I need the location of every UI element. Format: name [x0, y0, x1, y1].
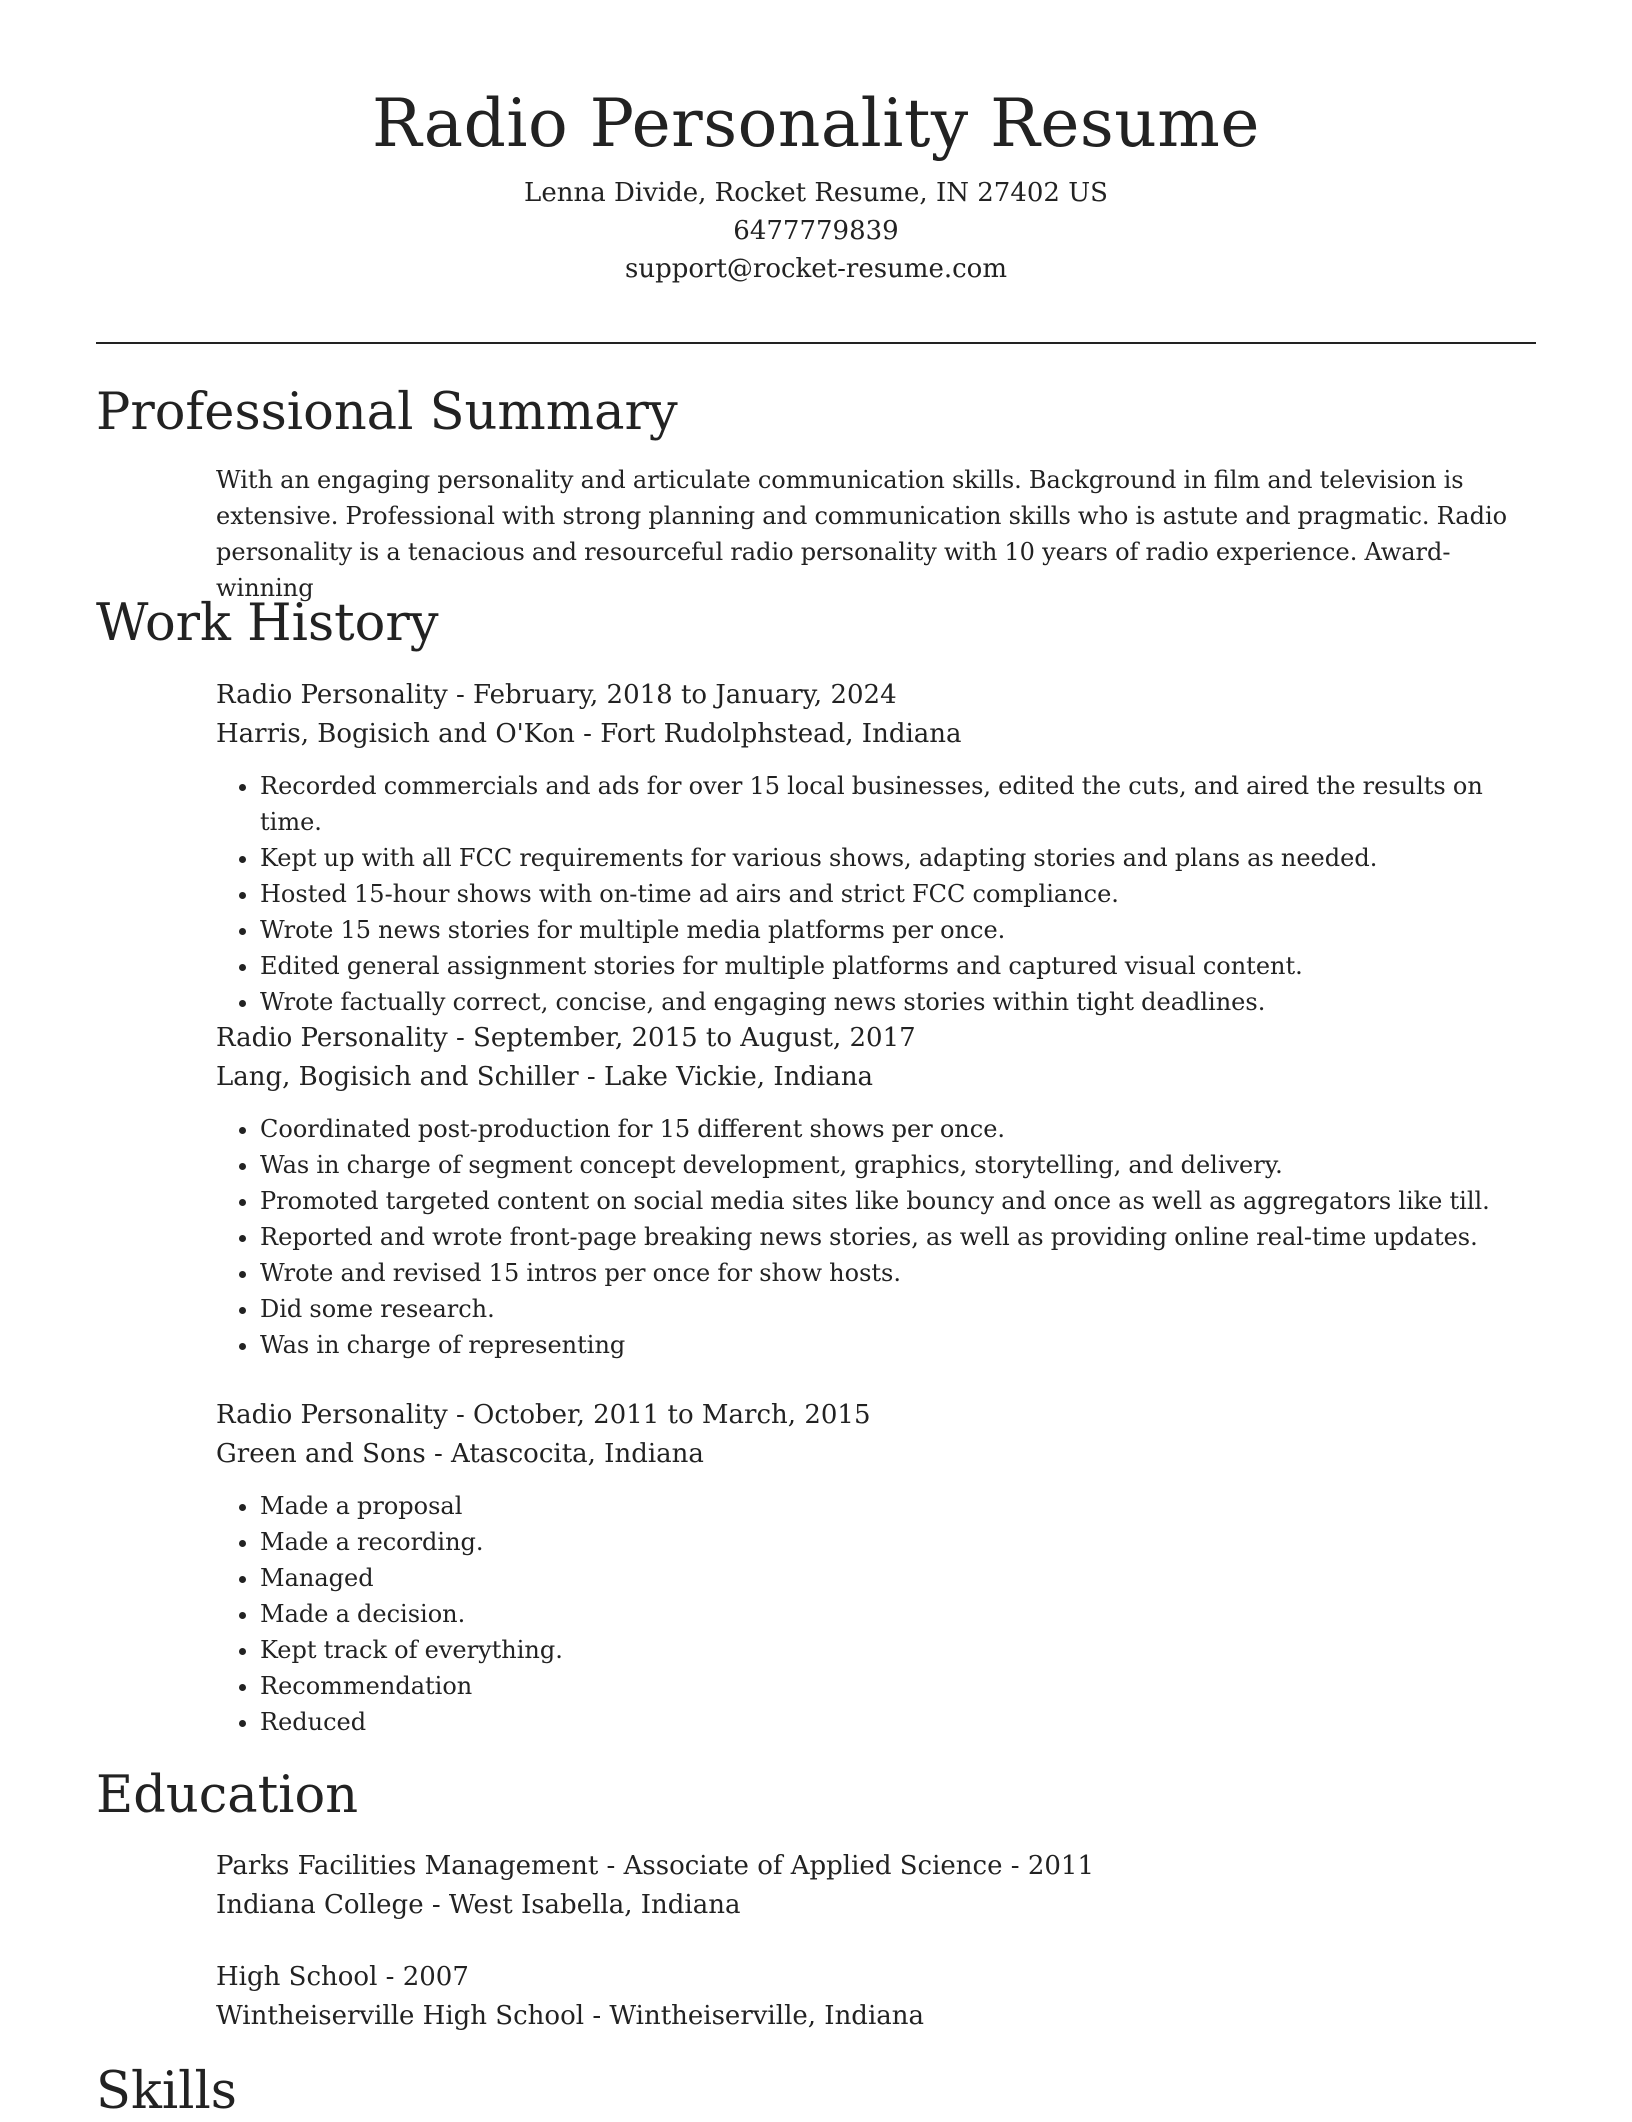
contact-email: support@rocket-resume.com: [624, 254, 1007, 284]
job-bullets: [216, 1111, 1536, 1363]
job-bullets: [216, 1488, 1536, 1740]
job-entry: [216, 1396, 1536, 1740]
job-bullet: • Reported and wrote front-page breaking news stories, as well as providing online real-time updates.: [260, 1219, 1536, 1255]
job-entry: [216, 1019, 1536, 1363]
job-bullet: • Recorded commercials and ads for over 15 local businesses, edited the cuts, and aired the results on time.: [260, 768, 1536, 840]
job-bullet: • Kept track of everything.: [260, 1632, 1536, 1668]
job-bullet: • Made a proposal: [260, 1488, 1536, 1524]
job-bullet: • Was in charge of representing: [260, 1327, 1536, 1363]
job-bullet: • Hosted 15-hour shows with on-time ad airs and strict FCC compliance.: [260, 876, 1536, 912]
contact-info: [96, 174, 1536, 288]
school-line: Indiana College - West Isabella, Indiana: [216, 1890, 741, 1920]
job-bullet: • Promoted targeted content on social media sites like bouncy and once as well as aggregators like till.: [260, 1183, 1536, 1219]
header-divider: [96, 342, 1536, 344]
job-bullets: [216, 768, 1536, 1020]
job-company-line: Green and Sons - Atascocita, Indiana: [216, 1439, 704, 1469]
degree-line: High School - 2007: [216, 1962, 469, 1992]
job-company-line: Lang, Bogisich and Schiller - Lake Vickie, Indiana: [216, 1062, 874, 1092]
job-title-line: Radio Personality - September, 2015 to August, 2017: [216, 1023, 916, 1053]
school-line: Wintheiserville High School - Wintheiserville, Indiana: [216, 2001, 925, 2031]
job-company-line: Harris, Bogisich and O'Kon - Fort Rudolphstead, Indiana: [216, 719, 962, 749]
summary-section: [216, 462, 1536, 606]
summary-heading: Professional Summary: [96, 383, 678, 442]
job-title-line: Radio Personality - October, 2011 to March, 2015: [216, 1400, 871, 1430]
resume-header: [96, 84, 1536, 288]
contact-address: Lenna Divide, Rocket Resume, IN 27402 US: [524, 178, 1108, 208]
job-title-line: Radio Personality - February, 2018 to January, 2024: [216, 680, 897, 710]
work-history-heading: Work History: [96, 594, 439, 653]
job-bullet: • Wrote factually correct, concise, and engaging news stories within tight deadlines.: [260, 984, 1536, 1020]
job-bullet: • Reduced: [260, 1704, 1536, 1740]
job-bullet: • Did some research.: [260, 1291, 1536, 1327]
job-bullet: • Coordinated post-production for 15 different shows per once.: [260, 1111, 1536, 1147]
job-bullet: • Edited general assignment stories for multiple platforms and captured visual content.: [260, 948, 1536, 984]
skills-heading: Skills: [96, 2062, 237, 2121]
education-entry: [216, 1958, 1536, 2036]
job-bullet: • Recommendation: [260, 1668, 1536, 1704]
job-bullet: • Kept up with all FCC requirements for various shows, adapting stories and plans as needed.: [260, 840, 1536, 876]
job-bullet: • Was in charge of segment concept development, graphics, storytelling, and delivery.: [260, 1147, 1536, 1183]
summary-text: With an engaging personality and articulate communication skills. Background in film and television is extensive. Professional with strong planning and communication skills who is astute and pragmatic. Radio personality is a tenacious and resourceful radio personality with 10 years of radio experience. Award-winning: [216, 466, 1508, 602]
job-bullet: • Made a decision.: [260, 1596, 1536, 1632]
job-bullet: • Wrote 15 news stories for multiple media platforms per once.: [260, 912, 1536, 948]
education-entry: [216, 1847, 1536, 1925]
degree-line: Parks Facilities Management - Associate of Applied Science - 2011: [216, 1851, 1094, 1881]
contact-phone: 6477779839: [733, 216, 899, 246]
job-bullet: • Wrote and revised 15 intros per once for show hosts.: [260, 1255, 1536, 1291]
job-bullet: • Managed: [260, 1560, 1536, 1596]
education-heading: Education: [96, 1766, 359, 1825]
job-bullet: • Made a recording.: [260, 1524, 1536, 1560]
job-entry: [216, 676, 1536, 1020]
resume-title: Radio Personality Resume: [372, 85, 1260, 162]
